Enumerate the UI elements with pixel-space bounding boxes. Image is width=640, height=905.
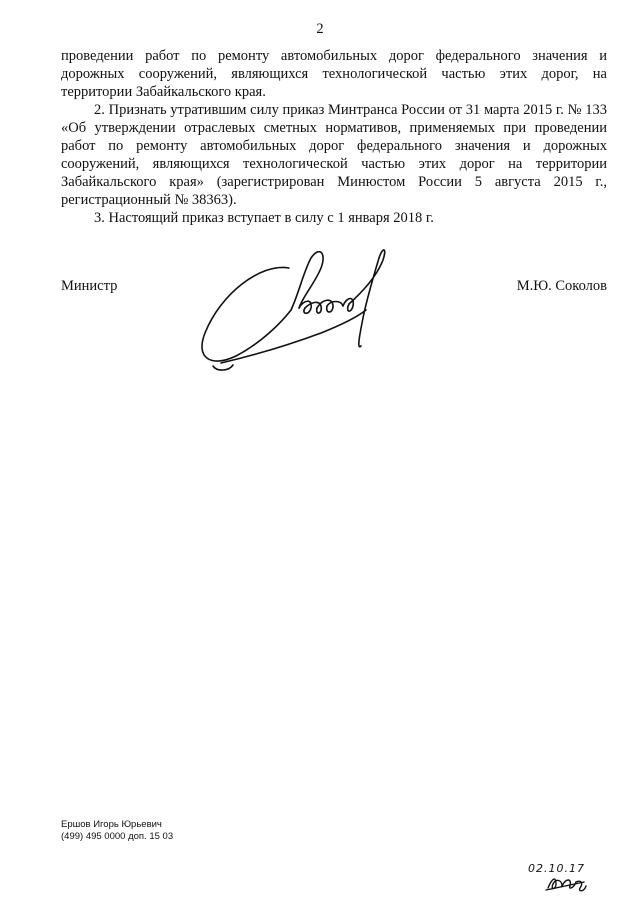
executor-info: [61, 819, 173, 843]
paragraph-item-2: 2. Признать утратившим силу приказ Минтранса России от 31 марта 2015 г. № 133 «Об утверждении отраслевых сметных нормативов, применяемых при проведении работ по ремонту автомобильных дорог федерального значения и дорожных сооружений, являющихся технологической частью этих дорог на территории Забайкальского края» (зарегистрирован Минюстом России 5 августа 2015 г., регистрационный № 38363).: [61, 102, 607, 208]
paragraph-continuation: проведении работ по ремонту автомобильных дорог федерального значения и дорожных сооружений, являющихся технологической частью этих дорог, на территории Забайкальского края.: [61, 48, 607, 100]
executor-phone: (499) 495 0000 доп. 15 03: [61, 831, 174, 842]
document-body: [61, 47, 607, 227]
position-label: Министр: [61, 278, 118, 294]
signature-block: [61, 278, 607, 398]
page-number: 2: [316, 21, 324, 37]
paragraph-item-3: 3. Настоящий приказ вступает в силу с 1 января 2018 г.: [94, 210, 434, 226]
handwritten-initials: [544, 872, 590, 894]
executor-name: Ершов Игорь Юрьевич: [61, 819, 162, 830]
signatory-name: М.Ю. Соколов: [516, 278, 607, 294]
handwritten-date: 02.10.17: [528, 862, 585, 875]
handwritten-signature: [191, 238, 441, 378]
